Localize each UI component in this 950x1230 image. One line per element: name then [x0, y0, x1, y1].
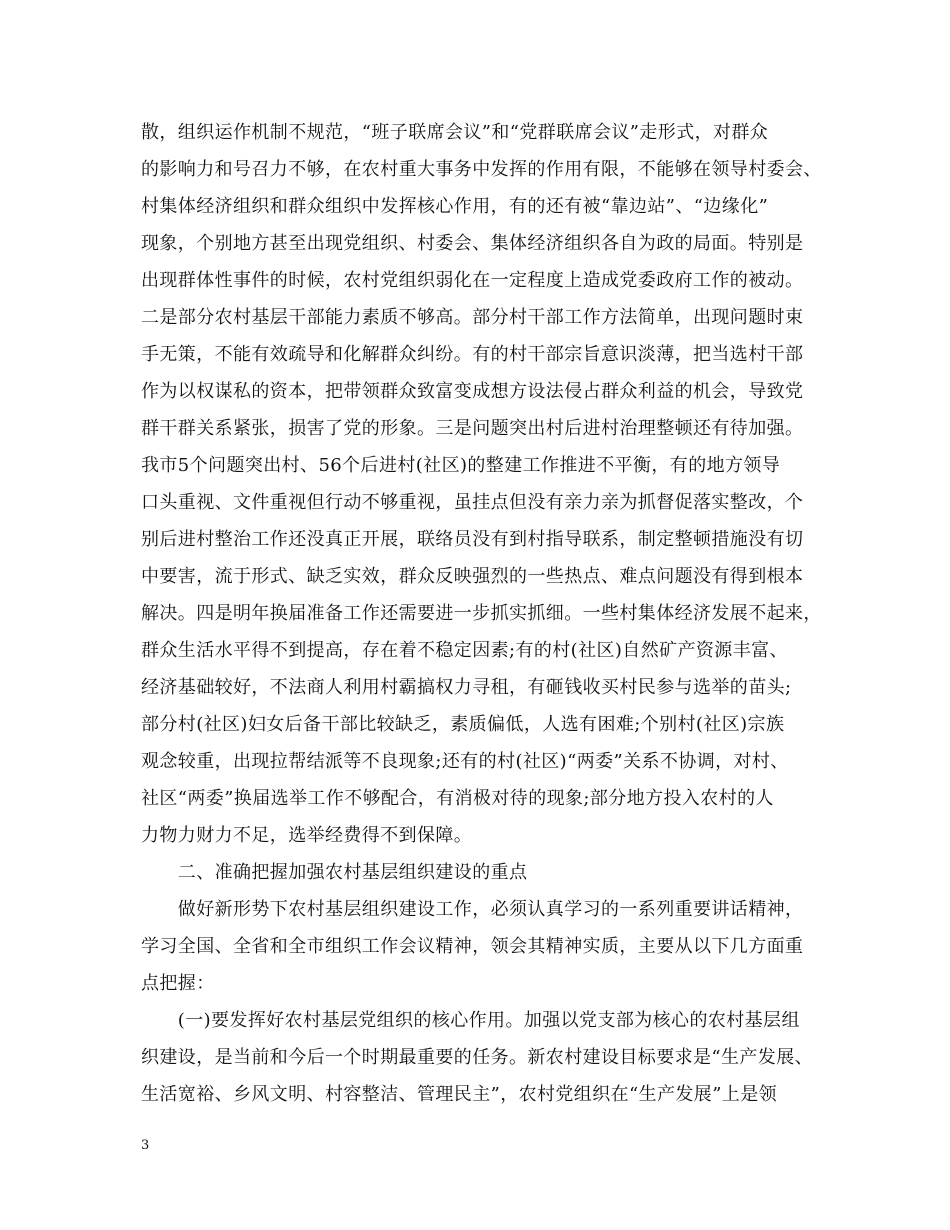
- text-line: 作为以权谋私的资本，把带领群众致富变成想方设法侵占群众利益的机会，导致党: [141, 381, 804, 402]
- text-line: 群众生活水平得不到提高，存在着不稳定因素;有的村(社区)自然矿产资源丰富、: [141, 640, 788, 661]
- text-line: 出现群体性事件的时候，农村党组织弱化在一定程度上造成党委政府工作的被动。: [141, 270, 804, 291]
- text-line: (一)要发挥好农村基层党组织的核心作用。加强以党支部为核心的农村基层组: [141, 1010, 800, 1031]
- page-number: 3: [141, 1138, 150, 1153]
- body-text: [141, 114, 822, 1113]
- text-line: 别后进村整治工作还没真正开展，联络员没有到村指导联系，制定整顿措施没有切: [141, 529, 804, 550]
- text-line: 力物力财力不足，选举经费得不到保障。: [141, 825, 473, 846]
- text-line: 解决。四是明年换届准备工作还需要进一步抓实抓细。一些村集体经济发展不起来，: [141, 603, 822, 624]
- text-line: 社区“两委”换届选举工作不够配合，有消极对待的现象;部分地方投入农村的人: [141, 788, 774, 809]
- text-line: 部分村(社区)妇女后备干部比较缺乏，素质偏低，人选有困难;个别村(社区)宗族: [141, 714, 785, 735]
- text-line: 点把握：: [141, 973, 215, 994]
- text-line: 观念较重，出现拉帮结派等不良现象;还有的村(社区)“两委”关系不协调，对村、: [141, 751, 789, 772]
- text-line: 散，组织运作机制不规范，“班子联席会议”和“党群联席会议”走形式，对群众: [141, 122, 769, 143]
- text-line: 生活宽裕、乡风文明、村容整洁、管理民主”，农村党组织在“生产发展”上是领: [141, 1084, 778, 1105]
- text-line: 群干群关系紧张，损害了党的形象。三是问题突出村后进村治理整顿还有待加强。: [141, 418, 804, 439]
- text-line: 村集体经济组织和群众组织中发挥核心作用，有的还有被“靠边站”、“边缘化”: [141, 196, 769, 217]
- text-line: 织建设，是当前和今后一个时期最重要的任务。新农村建设目标要求是“生产发展、: [141, 1047, 813, 1068]
- text-line: 二是部分农村基层干部能力素质不够高。部分村干部工作方法简单，出现问题时束: [141, 307, 804, 328]
- text-line: 口头重视、文件重视但行动不够重视，虽挂点但没有亲力亲为抓督促落实整改，个: [141, 492, 804, 513]
- text-line: 学习全国、全省和全市组织工作会议精神，领会其精神实质，主要从以下几方面重: [141, 936, 804, 957]
- text-line: 手无策，不能有效疏导和化解群众纠纷。有的村干部宗旨意识淡薄，把当选村干部: [141, 344, 804, 365]
- text-line: 现象，个别地方甚至出现党组织、村委会、集体经济组织各自为政的局面。特别是: [141, 233, 804, 254]
- text-line: 的影响力和号召力不够，在农村重大事务中发挥的作用有限，不能够在领导村委会、: [141, 159, 822, 180]
- text-line: 我市5个问题突出村、56个后进村(社区)的整建工作推进不平衡，有的地方领导: [141, 455, 781, 476]
- text-line: 经济基础较好，不法商人利用村霸搞权力寻租，有砸钱收买村民参与选举的苗头;: [141, 677, 792, 698]
- text-line: 做好新形势下农村基层组织建设工作，必须认真学习的一系列重要讲话精神，: [141, 899, 804, 920]
- text-line: 中要害，流于形式、缺乏实效，群众反映强烈的一些热点、难点问题没有得到根本: [141, 566, 804, 587]
- text-line: 二、准确把握加强农村基层组织建设的重点: [141, 862, 528, 883]
